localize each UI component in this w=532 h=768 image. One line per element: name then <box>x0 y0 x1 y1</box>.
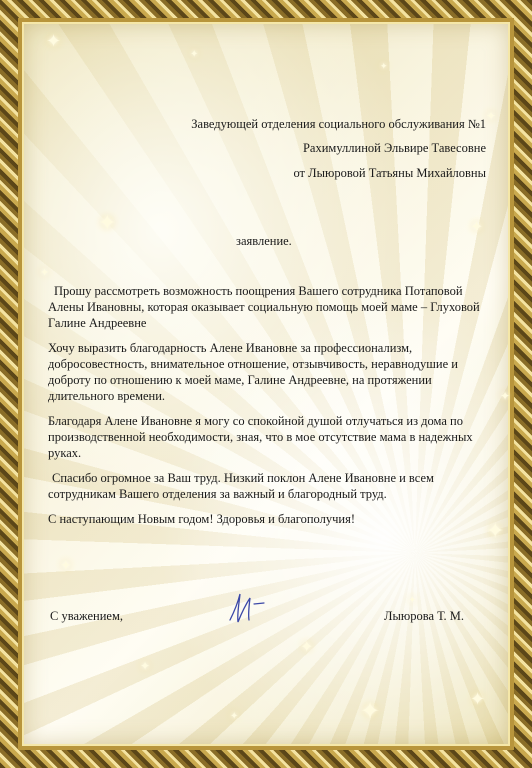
addressee-name: Рахимуллиной Эльвире Тавесовне <box>302 141 486 155</box>
star-icon: ✦ <box>360 699 381 725</box>
signer-name: Лыюрова Т. М. <box>384 609 464 623</box>
star-icon: ✦ <box>470 219 484 236</box>
star-icon: ✦ <box>408 595 417 606</box>
star-icon: ✦ <box>500 389 511 403</box>
sender-line: от Лыюровой Татьяны Михайловны <box>293 166 486 180</box>
star-icon: ✦ <box>300 639 314 656</box>
paragraph-reliance: Благодаря Алене Ивановне я могу со спокойной душой отлучаться из дома по производственной необходимости, зная, что в мое отсутствие мама в надежных руках. <box>48 414 473 460</box>
star-icon: ✦ <box>140 659 151 673</box>
star-icon: ✦ <box>98 210 117 235</box>
star-icon: ✦ <box>60 559 72 574</box>
paragraph-request: Прошу рассмотреть возможность поощрения Вашего сотрудника Потаповой Алены Ивановны, которая оказывает социальную помощь моей маме – Глуховой Галине Андреевне <box>48 284 480 330</box>
star-icon: ✦ <box>46 31 62 51</box>
paragraph-thanks: Спасибо огромное за Ваш труд. Низкий поклон Алене Ивановне и всем сотрудникам Вашего отделения за важный и благородный труд. <box>48 471 434 501</box>
star-icon: ✦ <box>486 109 497 123</box>
star-icon: ✦ <box>380 61 388 71</box>
paragraph-gratitude: Хочу выразить благодарность Алене Ивановне за профессионализм, добросовестность, внимательное отношение, отзывчивость, неравнодушие и доброту по отношению к моей маме, Галине Андреевне, на протяжении длительного времени. <box>48 341 458 403</box>
star-icon: ✦ <box>230 711 239 722</box>
star-icon: ✦ <box>190 49 199 60</box>
star-icon: ✦ <box>470 689 486 709</box>
addressee-line: Заведующей отделения социального обслуживания №1 <box>191 117 486 131</box>
handwritten-signature <box>224 590 274 626</box>
closing-regards: С уважением, <box>50 609 123 623</box>
document-title: заявление. <box>236 234 292 248</box>
paragraph-new-year: С наступающим Новым годом! Здоровья и благополучия! <box>48 512 356 526</box>
star-icon: ✦ <box>40 267 50 279</box>
star-icon: ✦ <box>486 518 505 543</box>
